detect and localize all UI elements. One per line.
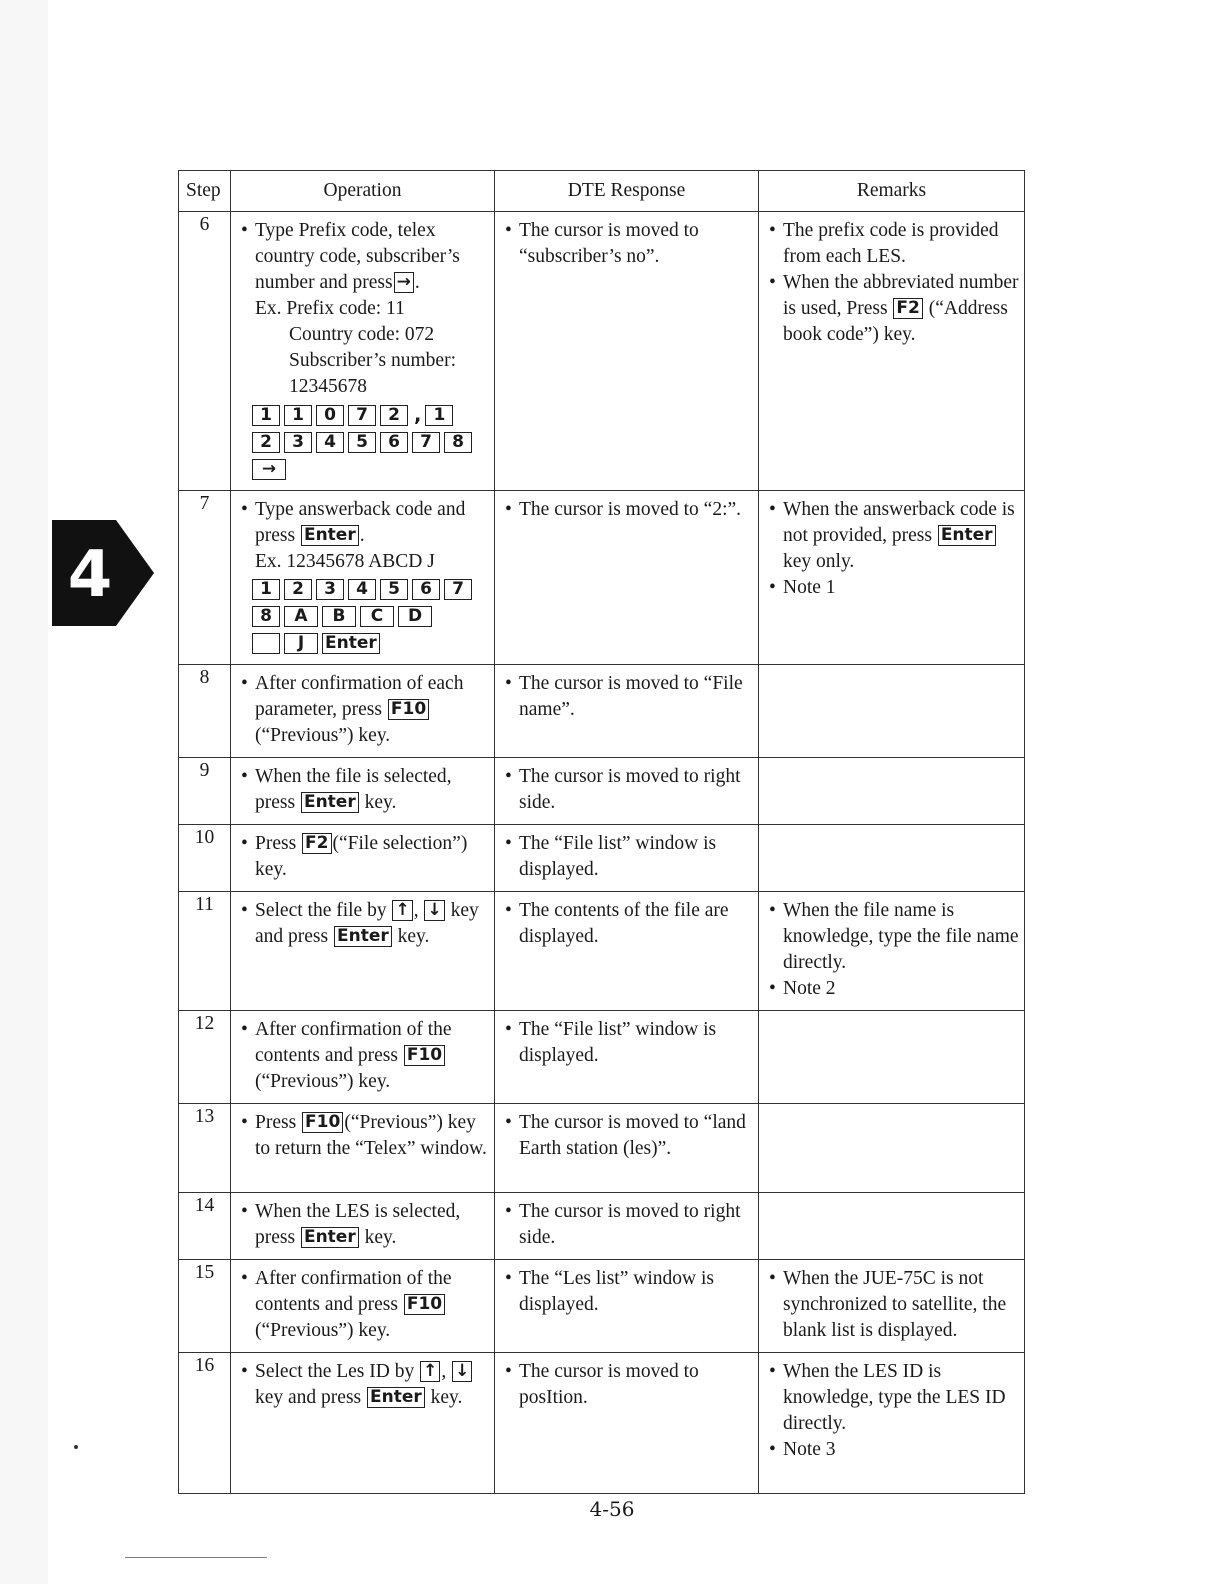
operation-cell: [231, 212, 495, 491]
table-row: [179, 892, 1025, 1011]
key-sequence: [239, 632, 490, 656]
step-number: 11: [179, 892, 231, 1011]
table-row: [179, 491, 1025, 665]
dte-response-cell: [495, 491, 759, 665]
operation-cell: [231, 665, 495, 758]
key-1-icon: 1: [252, 579, 280, 600]
up-arrow-key-icon: ↑: [392, 900, 412, 921]
key-a-icon: A: [284, 606, 318, 627]
remark-item: • When the JUE-75C is not synchronized to satellite, the blank list is displayed.: [767, 1266, 1020, 1344]
key-sequence: [239, 403, 490, 428]
remark-item: • When the answerback code is not provided, press Enter key only.: [767, 497, 1020, 575]
remarks-cell: [759, 1011, 1025, 1104]
dte-response-item: • The cursor is moved to “subscriber’s no”.: [503, 218, 754, 270]
key-8-icon: 8: [252, 606, 280, 627]
remarks-cell: [759, 825, 1025, 892]
key-5-icon: 5: [348, 432, 376, 453]
dte-response-cell: [495, 1011, 759, 1104]
table-row: [179, 1260, 1025, 1353]
dte-response-cell: [495, 1353, 759, 1494]
key-5-icon: 5: [380, 579, 408, 600]
operation-item: • Type Prefix code, telex country code, subscriber’s number and press → .: [239, 218, 490, 296]
step-number: 16: [179, 1353, 231, 1494]
key-d-icon: D: [398, 606, 432, 627]
step-number: 9: [179, 758, 231, 825]
step-number: 13: [179, 1104, 231, 1193]
dte-response-item: • The cursor is moved to “File name”.: [503, 671, 754, 723]
remarks-cell: [759, 758, 1025, 825]
operation-cell: [231, 1193, 495, 1260]
remark-item: • When the LES ID is knowledge, type the LES ID directly.: [767, 1359, 1020, 1437]
key-sequence: [239, 431, 490, 455]
dte-response-cell: [495, 665, 759, 758]
space-key-icon: [252, 633, 280, 654]
enter-key-icon: Enter: [301, 525, 359, 546]
enter-key-icon: Enter: [301, 792, 359, 813]
key-b-icon: B: [322, 606, 356, 627]
dte-response-cell: [495, 1104, 759, 1193]
key-3-icon: 3: [316, 579, 344, 600]
dte-response-cell: [495, 758, 759, 825]
chapter-tab-icon: [52, 520, 154, 626]
dte-response-item: • The cursor is moved to right side.: [503, 1199, 754, 1251]
header-dte-response: DTE Response: [495, 171, 759, 212]
key-2-icon: 2: [380, 405, 408, 426]
key-1-icon: 1: [252, 405, 280, 426]
dte-response-item: • The cursor is moved to right side.: [503, 764, 754, 816]
remark-note: • Note 2: [767, 976, 1020, 1002]
example-subscriber-label: Subscriber’s number:: [289, 350, 456, 371]
remark-item: • When the file name is knowledge, type the file name directly.: [767, 898, 1020, 976]
dte-response-item: • The cursor is moved to “2:”.: [503, 497, 754, 523]
operation-item: • Select the file by ↑ , ↓ key and press Enter key.: [239, 898, 490, 950]
chapter-tab: [52, 520, 154, 626]
step-number: 12: [179, 1011, 231, 1104]
remark-item: • The prefix code is provided from each LES.: [767, 218, 1020, 270]
table-row: [179, 1104, 1025, 1193]
operation-item: • Select the Les ID by ↑ , ↓ key and press Enter key.: [239, 1359, 490, 1411]
operation-cell: [231, 1353, 495, 1494]
operation-cell: [231, 892, 495, 1011]
table-header-row: [179, 171, 1025, 212]
step-number: 14: [179, 1193, 231, 1260]
dte-response-item: • The “File list” window is displayed.: [503, 1017, 754, 1069]
header-operation: Operation: [231, 171, 495, 212]
right-arrow-key-icon: →: [394, 272, 414, 293]
key-1-icon: 1: [284, 405, 312, 426]
operation-cell: [231, 491, 495, 665]
key-8-icon: 8: [444, 432, 472, 453]
operation-item: • Type answerback code and press Enter .: [239, 497, 490, 549]
remark-note: • Note 1: [767, 575, 1020, 601]
table-row: [179, 1011, 1025, 1104]
table-row: [179, 1193, 1025, 1260]
operation-cell: [231, 758, 495, 825]
remarks-cell: [759, 665, 1025, 758]
operation-item: • After confirmation of the contents and press F10 (“Previous”) key.: [239, 1017, 490, 1095]
remarks-cell: [759, 1353, 1025, 1494]
remarks-cell: [759, 212, 1025, 491]
key-2-icon: 2: [284, 579, 312, 600]
operation-item: • Press F2 (“File selection”) key.: [239, 831, 490, 883]
dte-response-item: • The “Les list” window is displayed.: [503, 1266, 754, 1318]
key-3-icon: 3: [284, 432, 312, 453]
f10-key-icon: F10: [404, 1294, 445, 1315]
enter-key-icon: Enter: [322, 633, 380, 654]
step-number: 10: [179, 825, 231, 892]
step-number: 7: [179, 491, 231, 665]
f10-key-icon: F10: [404, 1045, 445, 1066]
operation-cell: [231, 1104, 495, 1193]
remark-note: • Note 3: [767, 1437, 1020, 1463]
key-7-icon: 7: [412, 432, 440, 453]
margin-dot: [74, 1445, 78, 1449]
example-subscriber-number: 12345678: [289, 376, 367, 397]
enter-key-icon: Enter: [367, 1387, 425, 1408]
footer-rule: [125, 1557, 267, 1558]
operation-cell: [231, 825, 495, 892]
remarks-cell: [759, 1260, 1025, 1353]
operation-item: • When the file is selected, press Enter key.: [239, 764, 490, 816]
operation-cell: [231, 1260, 495, 1353]
operation-item: • Press F10 (“Previous”) key to return the “Telex” window.: [239, 1110, 490, 1162]
dte-response-cell: [495, 212, 759, 491]
comma-key-icon: ,: [414, 403, 422, 426]
key-sequence: [239, 605, 490, 629]
enter-key-icon: Enter: [334, 926, 392, 947]
dte-response-cell: [495, 1193, 759, 1260]
key-sequence: [239, 458, 490, 482]
operation-cell: [231, 1011, 495, 1104]
dte-response-cell: [495, 825, 759, 892]
dte-response-item: • The contents of the file are displayed.: [503, 898, 754, 950]
dte-response-item: • The “File list” window is displayed.: [503, 831, 754, 883]
key-4-icon: 4: [316, 432, 344, 453]
key-sequence: [239, 578, 490, 602]
right-arrow-key-icon: →: [252, 459, 286, 480]
key-c-icon: C: [360, 606, 394, 627]
steps-table: [178, 170, 1025, 1494]
key-j-icon: J: [284, 633, 318, 654]
example-line: Ex. 12345678 ABCD J: [255, 551, 435, 572]
key-4-icon: 4: [348, 579, 376, 600]
table-row: [179, 825, 1025, 892]
step-number: 8: [179, 665, 231, 758]
header-remarks: Remarks: [759, 171, 1025, 212]
f10-key-icon: F10: [388, 699, 429, 720]
header-step: Step: [179, 171, 231, 212]
enter-key-icon: Enter: [938, 525, 996, 546]
remarks-cell: [759, 1104, 1025, 1193]
key-6-icon: 6: [412, 579, 440, 600]
operation-item: • When the LES is selected, press Enter key.: [239, 1199, 490, 1251]
key-1-icon: 1: [425, 405, 453, 426]
key-0-icon: 0: [316, 405, 344, 426]
page-margin-shade: [0, 0, 48, 1584]
enter-key-icon: Enter: [301, 1227, 359, 1248]
table-row: [179, 758, 1025, 825]
dte-response-item: • The cursor is moved to posItion.: [503, 1359, 754, 1411]
up-arrow-key-icon: ↑: [420, 1361, 440, 1382]
down-arrow-key-icon: ↓: [452, 1361, 472, 1382]
f10-key-icon: F10: [302, 1112, 343, 1133]
page-number: 4-56: [589, 1497, 635, 1521]
dte-response-cell: [495, 892, 759, 1011]
step-number: 6: [179, 212, 231, 491]
down-arrow-key-icon: ↓: [424, 900, 444, 921]
operation-item: • After confirmation of the contents and press F10 (“Previous”) key.: [239, 1266, 490, 1344]
dte-response-cell: [495, 1260, 759, 1353]
remarks-cell: [759, 491, 1025, 665]
example-country: Country code: 072: [289, 324, 435, 345]
table-row: [179, 212, 1025, 491]
f2-key-icon: F2: [302, 833, 331, 854]
key-7-icon: 7: [348, 405, 376, 426]
step-number: 15: [179, 1260, 231, 1353]
f2-key-icon: F2: [893, 298, 922, 319]
dte-response-item: • The cursor is moved to “land Earth station (les)”.: [503, 1110, 754, 1162]
table-row: [179, 665, 1025, 758]
operation-item: • After confirmation of each parameter, press F10 (“Previous”) key.: [239, 671, 490, 749]
remark-item: • When the abbreviated number is used, Press F2 (“Address book code”) key.: [767, 270, 1020, 348]
table-row: [179, 1353, 1025, 1494]
key-6-icon: 6: [380, 432, 408, 453]
key-2-icon: 2: [252, 432, 280, 453]
example-prefix: Ex. Prefix code: 11: [255, 298, 405, 319]
key-7-icon: 7: [444, 579, 472, 600]
remarks-cell: [759, 892, 1025, 1011]
chapter-number: 4: [67, 538, 113, 612]
remarks-cell: [759, 1193, 1025, 1260]
